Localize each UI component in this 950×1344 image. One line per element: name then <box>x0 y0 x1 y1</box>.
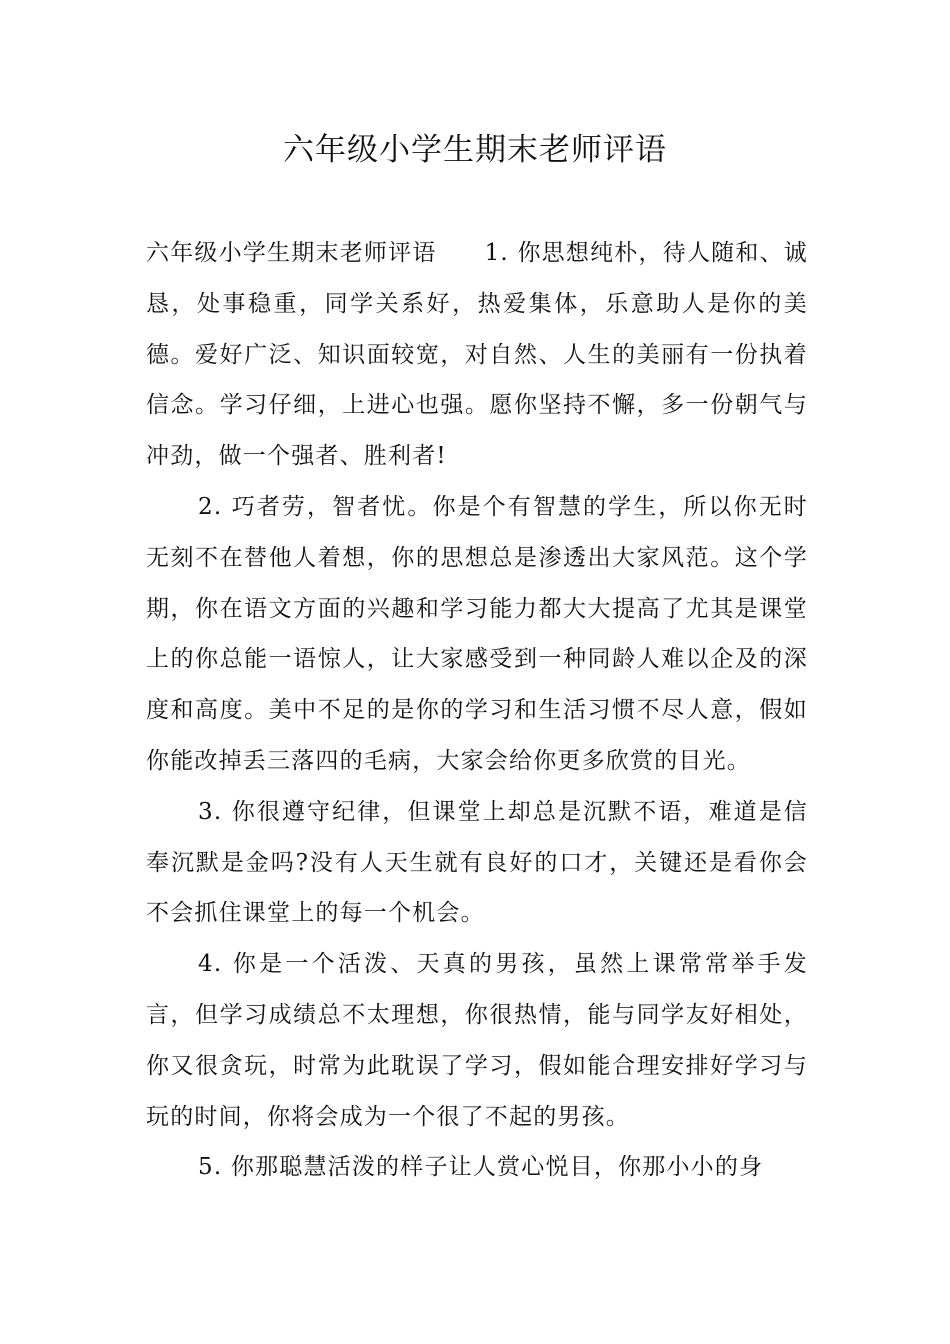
paragraph-1-text: 1. 你思想纯朴，待人随和、诚恳，处事稳重，同学关系好，热爱集体，乐意助人是你的美德。爱好广泛、知识面较宽，对自然、人生的美丽有一份执着信念。学习仔细，上进心也强。愿你坚持不懈，多一份朝气与冲劲，做一个强者、胜利者! <box>146 240 808 470</box>
paragraph-4: 4. 你是一个活泼、天真的男孩，虽然上课常常举手发言，但学习成绩总不太理想，你很热情，能与同学友好相处，你又很贪玩，时常为此耽误了学习，假如能合理安排好学习与玩的时间，你将会成为一个很了不起的男孩。 <box>146 951 808 1130</box>
document-body <box>146 228 808 1193</box>
intro-label: 六年级小学生期末老师评语 <box>146 240 437 266</box>
document-title: 六年级小学生期末老师评语 <box>283 132 667 168</box>
paragraph-3: 3. 你很遵守纪律，但课堂上却总是沉默不语，难道是信奉沉默是金吗?没有人天生就有良好的口才，关键还是看你会不会抓住课堂上的每一个机会。 <box>146 798 808 927</box>
paragraph-5: 5. 你那聪慧活泼的样子让人赏心悦目，你那小小的身 <box>198 1154 764 1181</box>
paragraph-1 <box>146 228 808 482</box>
paragraph-2: 2. 巧者劳，智者忧。你是个有智慧的学生，所以你无时无刻不在替他人着想，你的思想总是渗透出大家风范。这个学期，你在语文方面的兴趣和学习能力都大大提高了尤其是课堂上的你总能一语惊人，让大家感受到一种同龄人难以企及的深度和高度。美中不足的是你的学习和生活习惯不尽人意，假如你能改掉丢三落四的毛病，大家会给你更多欣赏的目光。 <box>146 493 808 774</box>
